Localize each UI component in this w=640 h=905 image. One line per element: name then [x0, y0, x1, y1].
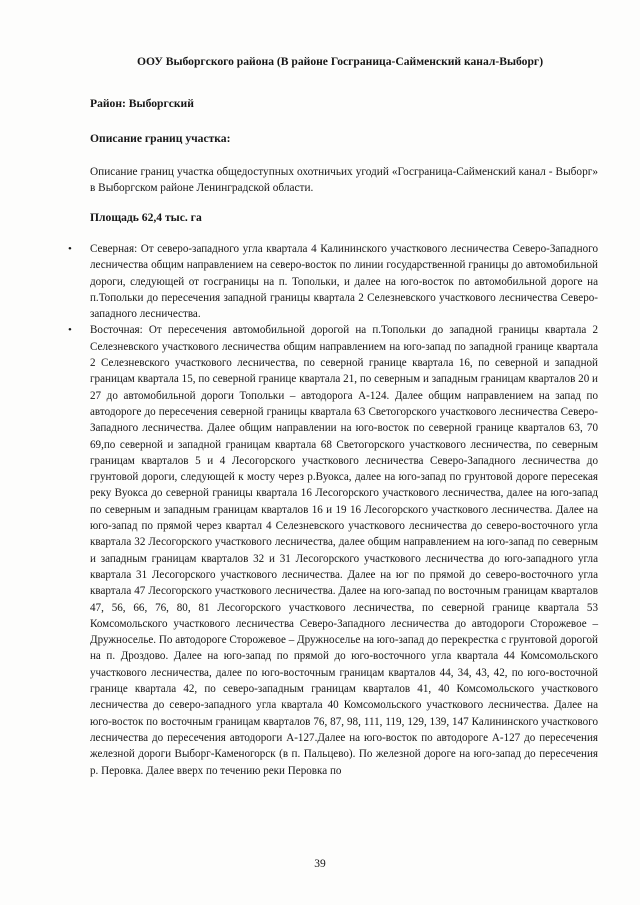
- page-number: 39: [314, 858, 326, 870]
- list-item-text: Восточная: От пересечения автомобильной дорогой на п.Топольки до западной границы квартала 2 Селезневского участкового лесничества общим направлением на юго-запад по западной границе квартала 2 Селезневского участкового лесничества, по северной границе квартала 16, по северной и западной границам квартала 15, по северной границе квартала 21, по северным и западным границам кварталов 20 и 27 до автомобильной дороги Топольки – автодорога А-124. Далее общим направлением на запад по автодороге до пересечения северной границы квартала 63 Светогорского участкового лесничества Северо-Западного лесничества. Далее общим направлении на юго-восток по северной границе кварталов 63, 70 69,по северной и западной границам квартала 68 Светогорского участкового лесничества, по северным границам кварталов 5 и 4 Лесогорского участкового лесничества Северо-Западного лесничества до грунтовой дороги, следующей к мосту через р.Вуокса, далее на юго-запад по грунтовой дороге пересекая реку Вуокса до северной границы квартала 16 Лесогорского участкового лесничества, далее на юго-запад по северным и западным границам кварталов 16 и 19 16 Лесогорского участкового лесничества. Далее на юго-запад по прямой через квартал 4 Селезневского участкового лесничества до северо-восточного угла квартала 32 Лесогорского участкового лесничества, далее общим направлением на юго-запад по северным и западным границам кварталов 32 и 31 Лесогорского участкового лесничества до юго-западного угла квартала 31 Лесогорского участкового лесничества. Далее на юг по прямой до северо-восточного угла квартала 47 Лесогорского участкового лесничества. Далее на юго-запад по восточным границам кварталов 47, 56, 66, 76, 80, 81 Лесогорского участкового лесничества, по северной границе квартала 53 Комсомольского участкового лесничества Северо-Западного лесничества до автодороги Сторожевое – Дружноселье. По автодороге Сторожевое – Дружноселье на юго-запад до перекрестка с грунтовой дорогой на п. Дроздово. Далее на юго-запад по прямой до юго-восточного угла квартала 44 Комсомольского участкового лесничества, далее по юго-восточным границам кварталов 44, 34, 43, 42, по юго-восточной границе квартала 42, по северо-западным границам кварталов 41, 40 Комсомольского участкового лесничества до северо-западного угла квартала 40 Комсомольского участкового лесничества. Далее на юго-восток по восточным границам кварталов 76, 87, 98, 111, 119, 129, 139, 147 Калининского участкового лесничества до пересечения автодороги А-127.Далее на юго-восток по автодороге А-127 до пересечения железной дороги Выборг-Каменогорск (в п. Пальцево). По железной дороге на юго-запад до пересечения р. Перовка. Далее вверх по течению реки Перовка по: [90, 324, 598, 777]
- bullet-icon: •: [68, 324, 72, 337]
- list-item-text: Северная: От северо-западного угла квартала 4 Калининского участкового лесничества Северо-Западного лесничества общим направлением на северо-восток по линии государственной границы до автомобильной дороги, следующей от госграницы на п. Топольки, и далее на юго-восток по автомобильной дороге на п.Топольки до пересечения западной границы квартала 2 Селезневского участкового лесничества Северо-западного лесничества.: [90, 243, 598, 321]
- bullet-icon: •: [68, 243, 72, 255]
- area-heading: Площадь 62,4 тыс. га: [90, 211, 202, 224]
- list-item-north: [68, 241, 598, 322]
- boundaries-paragraph: Описание границ участка общедоступных охотничьих угодий «Госграница-Сайменский канал - Выборг» в Выборгском районе Ленинградской области.: [90, 166, 598, 194]
- district-heading: Район: Выборгский: [90, 97, 194, 110]
- document-title: ООУ Выборгского района (В районе Госграница-Сайменский канал-Выборг): [136, 55, 544, 68]
- list-item-east: [68, 322, 598, 778]
- boundaries-heading: Описание границ участка:: [90, 132, 231, 145]
- boundary-list: [68, 241, 598, 779]
